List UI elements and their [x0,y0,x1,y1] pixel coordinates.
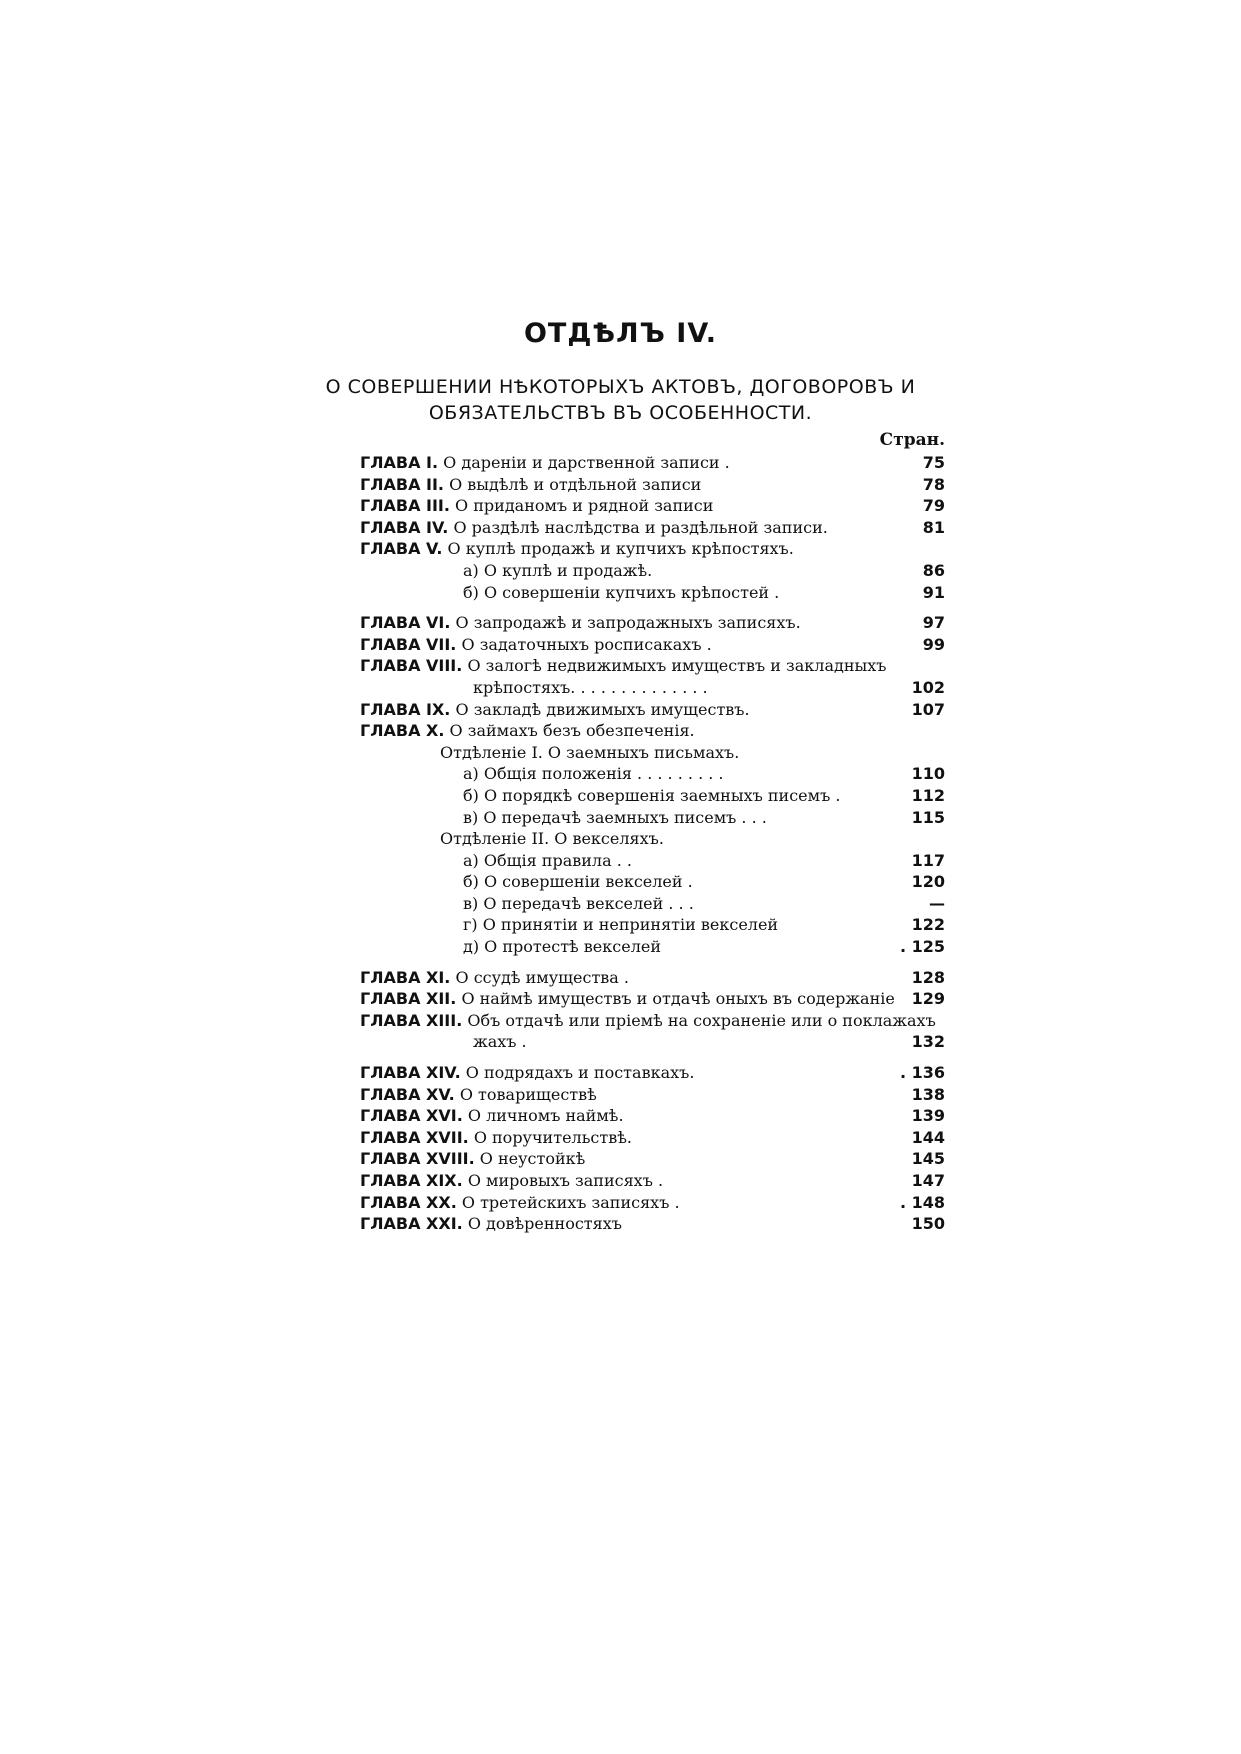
page-number: 81 [922,517,945,537]
entry-title: а) О куплѣ и продажѣ. [463,560,653,580]
toc-entry-label [360,538,794,560]
toc-entry [360,655,945,677]
toc-entry [360,1105,945,1127]
entry-title: О приданомъ и рядной записи [455,496,714,516]
toc-entry-label [463,893,694,915]
chapter-number: ГЛАВА VI. [360,613,451,633]
toc-entry-label [463,807,767,829]
toc-entry-label [360,1084,597,1106]
toc-entry-label [360,495,713,517]
entry-title: О неустойкѣ [479,1149,586,1169]
toc-gap [360,603,945,612]
toc-entry-label [360,967,629,989]
entry-title: б) О порядкѣ совершенія заемныхъ писемъ . [463,785,841,805]
page-number: 147 [911,1171,945,1190]
toc-gap [360,958,945,967]
page-number: 115 [911,807,945,827]
chapter-number: ГЛАВА XIX. [360,1171,463,1190]
entry-title: О задаточныхъ росписакахъ . [461,634,712,654]
toc-entry [360,785,945,807]
toc-entry [360,763,945,785]
entry-title: О третейскихъ записяхъ . [461,1192,680,1212]
toc-entry [360,988,945,1010]
toc-entry-label [473,1031,527,1053]
entry-title: О раздѣлѣ наслѣдства и раздѣльной записи. [453,517,828,537]
toc-entry [360,699,945,721]
page-number: 112 [911,785,945,805]
toc-entry [360,828,945,850]
entry-title: О наймѣ имуществъ и отдачѣ оныхъ въ содержаніе [461,989,895,1009]
entry-title: О подрядахъ и поставкахъ. [465,1063,695,1083]
toc-entry-label [360,612,801,634]
toc-entry [360,720,945,742]
page-number: . 125 [899,937,945,957]
entry-title: О ссудѣ имущества . [455,967,630,987]
toc-entry-label [360,452,730,474]
subtitle-line-2: ОБЯЗАТЕЛЬСТВЪ ВЪ ОСОБЕННОСТИ. [428,402,813,424]
chapter-number: ГЛАВА I. [360,453,439,472]
chapter-number: ГЛАВА VIII. [360,656,463,676]
toc-entry-label [463,763,724,785]
entry-title: в) О передачѣ заемныхъ писемъ . . . [463,807,767,827]
toc-entry [360,1010,945,1032]
page-column-header: Стран. [879,430,945,450]
page-number: . 148 [899,1192,945,1212]
page-number: — [929,893,945,913]
toc-entry [360,742,945,764]
page-number: 99 [922,634,945,654]
chapter-number: ГЛАВА XVI. [360,1106,463,1126]
toc-entry-label [360,1170,663,1192]
chapter-number: ГЛАВА XX. [360,1192,457,1212]
page-number: 91 [922,582,945,602]
chapter-number: ГЛАВА XVIII. [360,1149,475,1169]
entry-title: в) О передачѣ векселей . . . [463,893,694,913]
toc-entry [360,1192,945,1214]
toc-rows [360,452,945,1235]
table-of-contents [360,430,945,1235]
entry-title: Объ отдачѣ или пріемѣ на сохраненіе или о поклажахъ [467,1010,936,1030]
toc-entry-label [463,560,652,582]
entry-title: О выдѣлѣ и отдѣльной записи [449,474,702,494]
chapter-number: ГЛАВА V. [360,539,443,559]
entry-title: жахъ . [473,1032,527,1052]
page-number: 144 [911,1127,945,1147]
toc-entry-label [360,1127,632,1149]
toc-entry [360,967,945,989]
page-number: 86 [922,560,945,580]
toc-entry [360,677,945,699]
toc-entry-label [360,655,886,677]
page-number: 145 [911,1149,945,1169]
chapter-number: ГЛАВА II. [360,474,444,494]
entry-title: а) Общія правила . . [463,850,632,870]
page-number: 107 [911,699,945,719]
toc-entry [360,582,945,604]
toc-entry [360,807,945,829]
toc-entry-label [360,1105,624,1127]
entry-title: д) О протестѣ векселей [463,937,661,957]
toc-entry-label [360,1192,680,1214]
subtitle-line-1: О СОВЕРШЕНИИ НѢКОТОРЫХЪ АКТОВЪ, ДОГОВОРОВЪ И [325,376,916,398]
entry-title: О дареніи и дарственной записи . [443,453,730,472]
page-number: 139 [911,1106,945,1126]
toc-entry [360,538,945,560]
entry-title: б) О совершеніи векселей . [463,872,693,892]
toc-entry-label [473,677,708,699]
toc-entry [360,893,945,915]
chapter-number: ГЛАВА XVII. [360,1127,469,1147]
page-number: 75 [922,453,945,472]
page-number: . 136 [899,1063,945,1083]
entry-title: О довѣренностяхъ [467,1214,622,1234]
toc-entry-label [360,1148,585,1170]
page-number: 132 [911,1032,945,1052]
toc-entry [360,850,945,872]
page-number: 110 [911,764,945,784]
toc-entry [360,612,945,634]
toc-entry-label [360,988,895,1010]
chapter-number: ГЛАВА XXI. [360,1214,463,1234]
toc-entry [360,1170,945,1192]
toc-entry [360,1148,945,1170]
toc-entry [360,914,945,936]
toc-entry-label [440,742,739,764]
page-number: 117 [911,850,945,870]
toc-entry [360,1127,945,1149]
page-number: 129 [911,989,945,1009]
toc-entry [360,495,945,517]
toc-entry-label [360,720,695,742]
toc-entry [360,871,945,893]
page-number: 122 [911,915,945,935]
chapter-number: ГЛАВА XIII. [360,1010,463,1030]
toc-entry [360,634,945,656]
toc-entry-label [360,634,712,656]
page-number: 79 [922,496,945,516]
toc-entry-label [463,914,778,936]
page-number: 128 [911,967,945,987]
toc-entry [360,1031,945,1053]
toc-entry-label [463,582,779,604]
toc-entry-label [360,517,828,539]
entry-title: а) Общія положенія . . . . . . . . . [463,764,724,784]
toc-entry-label [360,1062,694,1084]
page-number: 138 [911,1084,945,1104]
toc-entry-label [463,850,632,872]
entry-title: О закладѣ движимыхъ имуществъ. [455,699,750,719]
entry-title: б) О совершеніи купчихъ крѣпостей . [463,582,780,602]
toc-entry-label [360,699,750,721]
entry-title: О товариществѣ [459,1084,597,1104]
toc-entry-label [360,1213,622,1235]
entry-title: О залогѣ недвижимыхъ имуществъ и закладныхъ [467,656,887,676]
toc-entry [360,1062,945,1084]
toc-entry [360,560,945,582]
chapter-number: ГЛАВА VII. [360,634,457,654]
page-number: 78 [922,474,945,494]
entry-title: г) О принятіи и непринятіи векселей [463,915,779,935]
page-number: 97 [922,613,945,633]
entry-title: О займахъ безъ обезпеченія. [449,721,695,741]
toc-gap [360,1053,945,1062]
toc-entry [360,1213,945,1235]
entry-title: О куплѣ продажѣ и купчихъ крѣпостяхъ. [447,539,794,559]
toc-entry [360,1084,945,1106]
toc-entry-label [463,871,693,893]
toc-entry-label [360,474,701,496]
toc-entry [360,517,945,539]
chapter-number: ГЛАВА X. [360,721,445,741]
toc-entry [360,452,945,474]
toc-entry-label [360,1010,936,1032]
chapter-number: ГЛАВА XII. [360,989,457,1009]
page-number: 120 [911,872,945,892]
toc-entry-label [440,828,664,850]
entry-title: О личномъ наймѣ. [467,1106,624,1126]
chapter-number: ГЛАВА IX. [360,699,451,719]
chapter-number: ГЛАВА XV. [360,1084,455,1104]
toc-entry-label [463,936,661,958]
entry-title: О запродажѣ и запродажныхъ записяхъ. [455,613,801,633]
entry-title: крѣпостяхъ. . . . . . . . . . . . . . [473,677,708,697]
chapter-number: ГЛАВА III. [360,496,450,516]
toc-entry [360,474,945,496]
toc-entry-label [463,785,840,807]
entry-title: О поручительствѣ. [473,1127,632,1147]
page-number: 150 [911,1214,945,1234]
section-title: ОТДѢЛЪ IV. [523,318,717,349]
entry-title: О мировыхъ записяхъ . [467,1171,664,1190]
chapter-number: ГЛАВА XIV. [360,1063,461,1083]
chapter-number: ГЛАВА IV. [360,517,449,537]
entry-title: Отдѣленіе I. О заемныхъ письмахъ. [440,742,740,762]
entry-title: Отдѣленіе II. О векселяхъ. [440,829,664,849]
toc-entry [360,936,945,958]
page-number: 102 [911,677,945,697]
chapter-number: ГЛАВА XI. [360,967,451,987]
